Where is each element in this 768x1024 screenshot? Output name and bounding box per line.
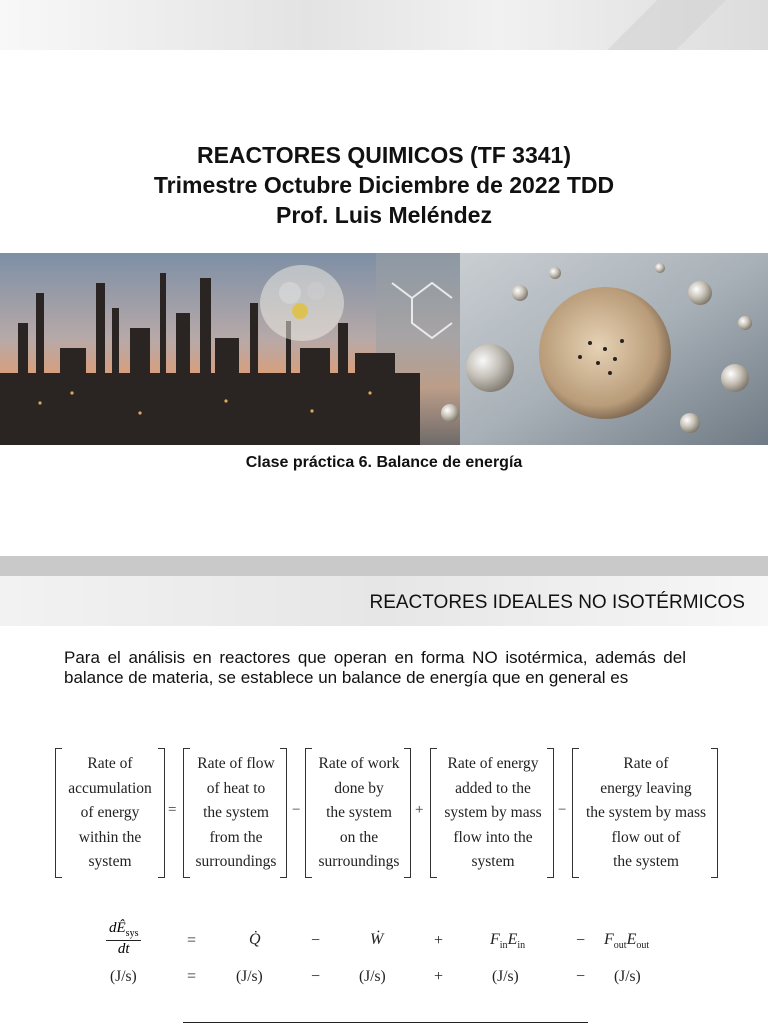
minus-sign: − xyxy=(558,802,567,818)
energy-derivative: $dÊ_{sys}$ dt xyxy=(106,920,141,958)
slide-title xyxy=(0,140,768,230)
right-bracket xyxy=(711,748,718,878)
term-heat-flow: Rate of flow of heat to the system from the surroundings xyxy=(195,755,277,870)
heat-rate-symbol: Q̇ xyxy=(249,931,261,948)
class-subtitle: Clase práctica 6. Balance de energía xyxy=(245,454,523,471)
unit-label: (J/s) xyxy=(236,968,263,985)
term-accumulation: Rate of accumulation of energy within the system xyxy=(68,755,152,870)
plus-sign: + xyxy=(434,968,444,985)
plus-sign: + xyxy=(434,932,444,949)
divider-line xyxy=(183,1022,588,1023)
equals-sign: = xyxy=(168,802,177,818)
right-bracket xyxy=(404,748,411,878)
minus-sign: − xyxy=(311,932,321,949)
content-slide xyxy=(0,576,768,1024)
right-bracket xyxy=(158,748,165,878)
unit-label: (J/s) xyxy=(110,968,137,985)
plus-sign: + xyxy=(415,802,424,818)
banner-image xyxy=(0,253,768,445)
term-work: Rate of work done by the system on the surroundings xyxy=(318,755,400,870)
intro-paragraph: Para el análisis en reactores que operan en forma NO isotérmica, además del balance de materia, se establece un balance de energía que en general es xyxy=(64,648,686,687)
minus-sign: − xyxy=(311,968,321,985)
slide-header-band xyxy=(0,0,768,50)
minus-sign: − xyxy=(576,932,586,949)
energy-out-term: $F_{out}E_{out}$ xyxy=(604,931,650,952)
unit-label: (J/s) xyxy=(359,968,386,985)
professor-name: Prof. Luis Meléndez xyxy=(276,202,492,228)
minus-sign: − xyxy=(292,802,301,818)
equals-sign: = xyxy=(187,968,197,985)
work-rate-symbol: Ẇ xyxy=(370,931,384,948)
unit-label: (J/s) xyxy=(614,968,641,985)
term-energy-in: Rate of energy added to the system by mass flow into the system xyxy=(444,755,542,870)
unit-label: (J/s) xyxy=(492,968,519,985)
energy-in-term: $F_{in}E_{in}$ xyxy=(490,931,526,952)
term-title: Trimestre Octubre Diciembre de 2022 TDD xyxy=(153,172,615,198)
course-title: REACTORES QUIMICOS (TF 3341) xyxy=(196,142,572,168)
right-bracket xyxy=(280,748,287,878)
section-title: REACTORES IDEALES NO ISOTÉRMICOS xyxy=(369,592,745,613)
minus-sign: − xyxy=(576,968,586,985)
right-bracket xyxy=(547,748,554,878)
equals-sign: = xyxy=(187,932,197,949)
term-energy-out: Rate of energy leaving the system by mass flow out of the system xyxy=(585,755,707,870)
